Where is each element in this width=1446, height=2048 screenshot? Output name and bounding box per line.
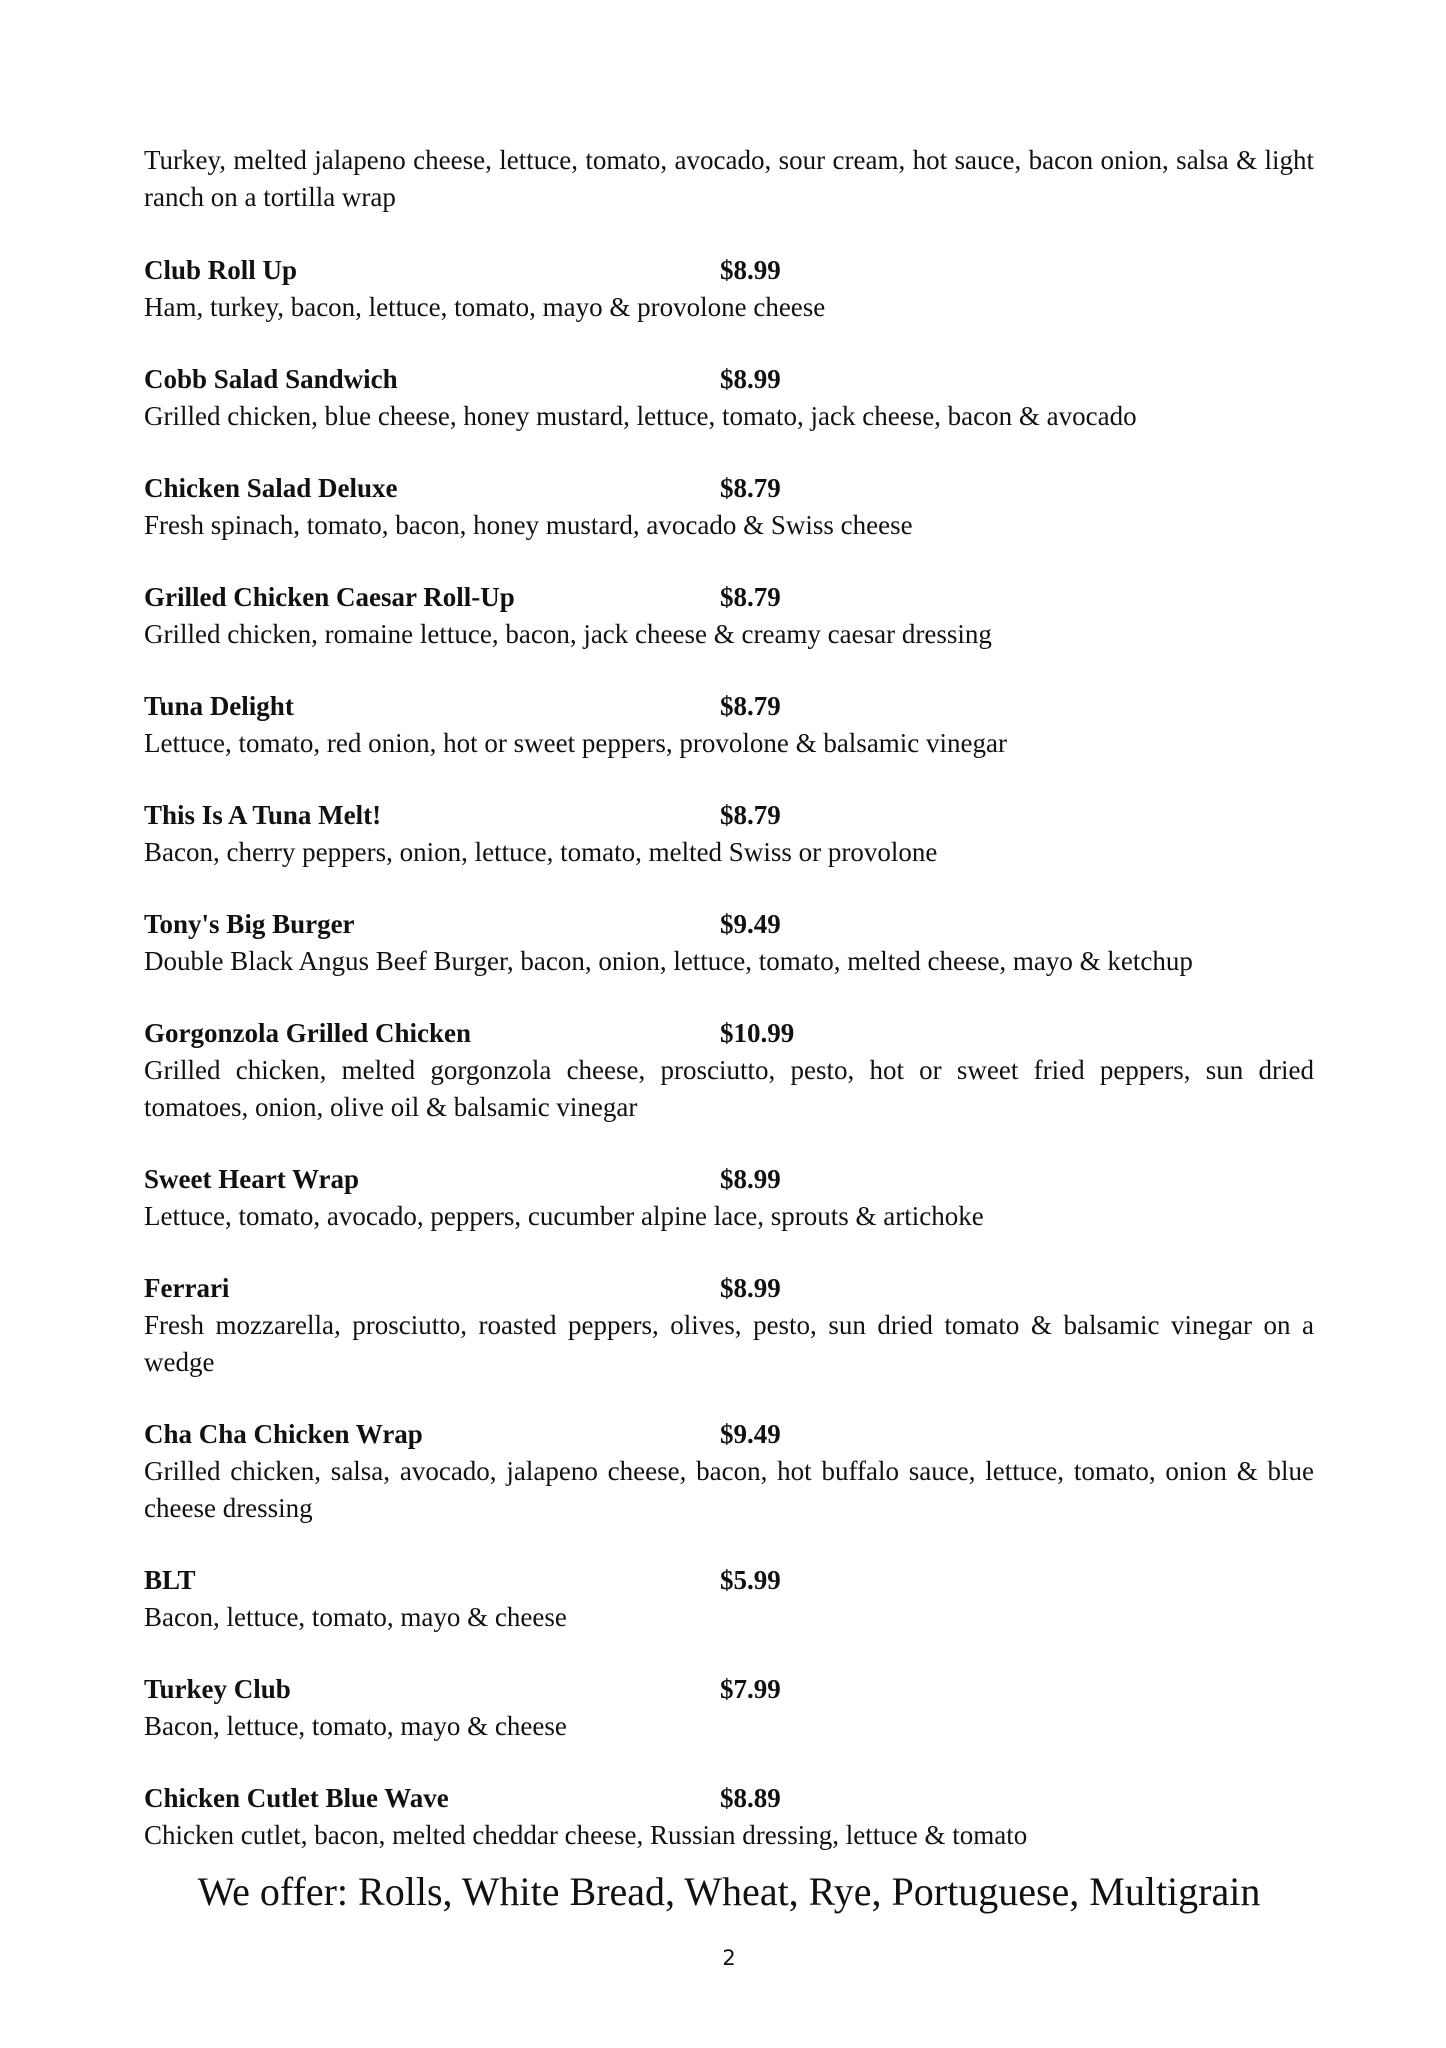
menu-item-header <box>144 1562 1314 1599</box>
menu-item-tonys-big-burger <box>144 906 1314 980</box>
menu-item-header <box>144 1416 1314 1453</box>
menu-item-description: Bacon, lettuce, tomato, mayo & cheese <box>144 1711 567 1741</box>
menu-item-header <box>144 252 1314 289</box>
menu-item-description: Bacon, lettuce, tomato, mayo & cheese <box>144 1602 567 1632</box>
menu-item-tuna-melt <box>144 797 1314 871</box>
menu-item-chicken-salad-deluxe <box>144 470 1314 544</box>
menu-item-name: Chicken Salad Deluxe <box>144 473 398 503</box>
menu-item-cha-cha-chicken-wrap <box>144 1416 1314 1527</box>
menu-item-turkey-club <box>144 1671 1314 1745</box>
menu-item-header <box>144 1015 1314 1052</box>
menu-item-ferrari <box>144 1270 1314 1381</box>
menu-item-grilled-chicken-caesar-roll-up <box>144 579 1314 653</box>
menu-item-price: $8.99 <box>720 1273 781 1303</box>
menu-item-description: Lettuce, tomato, red onion, hot or sweet peppers, provolone & balsamic vinegar <box>144 728 1007 758</box>
menu-item-chicken-cutlet-blue-wave <box>144 1780 1314 1854</box>
menu-item-header <box>144 1671 1314 1708</box>
menu-item-name: BLT <box>144 1565 196 1595</box>
menu-item-price: $8.99 <box>720 255 781 285</box>
menu-item-name: This Is A Tuna Melt! <box>144 800 382 830</box>
menu-item-description: Grilled chicken, melted gorgonzola cheese, prosciutto, pesto, hot or sweet fried peppers, sun dried tomatoes, onion, olive oil & balsamic vinegar <box>144 1055 1314 1122</box>
menu-item-description: Grilled chicken, salsa, avocado, jalapeno cheese, bacon, hot buffalo sauce, lettuce, tomato, onion & blue cheese dressing <box>144 1456 1314 1523</box>
page-number: 2 <box>722 1946 736 1970</box>
menu-item-description: Bacon, cherry peppers, onion, lettuce, tomato, melted Swiss or provolone <box>144 837 938 867</box>
menu-item-name: Cobb Salad Sandwich <box>144 364 398 394</box>
menu-item-name: Tony's Big Burger <box>144 909 355 939</box>
menu-item-description: Grilled chicken, blue cheese, honey mustard, lettuce, tomato, jack cheese, bacon & avocado <box>144 401 1137 431</box>
menu-item-price: $5.99 <box>720 1565 781 1595</box>
menu-item-price: $8.79 <box>720 473 781 503</box>
menu-item-price: $8.89 <box>720 1783 781 1813</box>
menu-item-name: Ferrari <box>144 1273 230 1303</box>
menu-item-price: $8.99 <box>720 364 781 394</box>
menu-item-name: Chicken Cutlet Blue Wave <box>144 1783 449 1813</box>
menu-item-price: $9.49 <box>720 1419 781 1449</box>
menu-item-price: $8.79 <box>720 691 781 721</box>
menu-item-header <box>144 1161 1314 1198</box>
menu-item-name: Club Roll Up <box>144 255 298 285</box>
menu-item-description: Fresh spinach, tomato, bacon, honey mustard, avocado & Swiss cheese <box>144 510 913 540</box>
menu-item-header <box>144 906 1314 943</box>
bread-options-note: We offer: Rolls, White Bread, Wheat, Rye, Portuguese, Multigrain <box>197 1869 1261 1914</box>
menu-item-price: $8.79 <box>720 800 781 830</box>
menu-item-price: $8.99 <box>720 1164 781 1194</box>
menu-item-name: Gorgonzola Grilled Chicken <box>144 1018 471 1048</box>
menu-item-tuna-delight <box>144 688 1314 762</box>
menu-item-sweet-heart-wrap <box>144 1161 1314 1235</box>
menu-item-name: Grilled Chicken Caesar Roll-Up <box>144 582 515 612</box>
menu-item-price: $8.79 <box>720 582 781 612</box>
menu-item-description: Fresh mozzarella, prosciutto, roasted peppers, olives, pesto, sun dried tomato & balsamic vinegar on a wedge <box>144 1310 1314 1377</box>
menu-item-description: Chicken cutlet, bacon, melted cheddar cheese, Russian dressing, lettuce & tomato <box>144 1820 1028 1850</box>
menu-item-header <box>144 1780 1314 1817</box>
menu-item-description: Double Black Angus Beef Burger, bacon, onion, lettuce, tomato, melted cheese, mayo & ketchup <box>144 946 1193 976</box>
menu-item-description: Grilled chicken, romaine lettuce, bacon, jack cheese & creamy caesar dressing <box>144 619 992 649</box>
menu-page <box>144 0 1314 2048</box>
menu-item-blt <box>144 1562 1314 1636</box>
menu-item-description: Lettuce, tomato, avocado, peppers, cucumber alpine lace, sprouts & artichoke <box>144 1201 984 1231</box>
menu-item-club-roll-up <box>144 252 1314 326</box>
menu-item-name: Tuna Delight <box>144 691 294 721</box>
menu-item-header <box>144 1270 1314 1307</box>
menu-item-header <box>144 797 1314 834</box>
menu-item-price: $10.99 <box>720 1018 795 1048</box>
menu-item-gorgonzola-grilled-chicken <box>144 1015 1314 1126</box>
menu-item-header <box>144 361 1314 398</box>
menu-item-header <box>144 579 1314 616</box>
menu-item-header <box>144 470 1314 507</box>
menu-item-description: Ham, turkey, bacon, lettuce, tomato, mayo & provolone cheese <box>144 292 826 322</box>
intro-description: Turkey, melted jalapeno cheese, lettuce, tomato, avocado, sour cream, hot sauce, bacon onion, salsa & light ranch on a tortilla wrap <box>144 145 1314 212</box>
menu-item-name: Turkey Club <box>144 1674 291 1704</box>
menu-item-price: $9.49 <box>720 909 781 939</box>
menu-item-cobb-salad-sandwich <box>144 361 1314 435</box>
menu-item-price: $7.99 <box>720 1674 781 1704</box>
menu-item-name: Cha Cha Chicken Wrap <box>144 1419 423 1449</box>
menu-item-name: Sweet Heart Wrap <box>144 1164 359 1194</box>
menu-item-header <box>144 688 1314 725</box>
